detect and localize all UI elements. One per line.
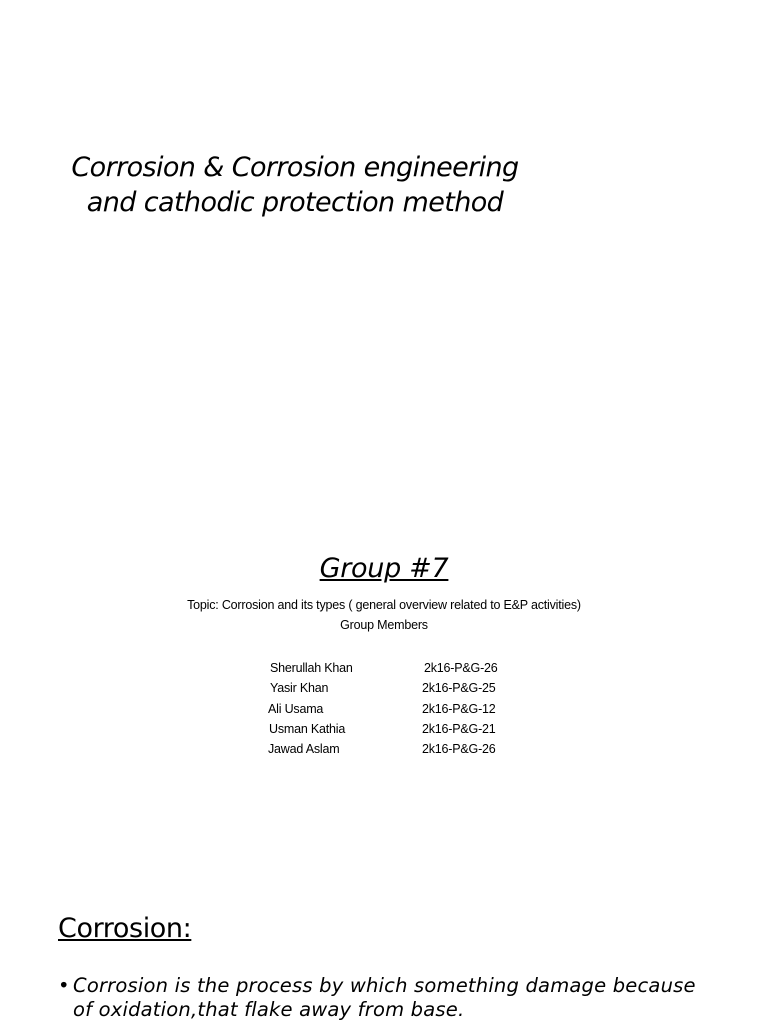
member-id: 2k16-P&G-21 (422, 721, 496, 736)
member-row (268, 699, 528, 719)
group-heading: Group #7 (319, 553, 449, 584)
bullet-dot-icon: • (58, 974, 70, 997)
title-line-2: and cathodic protection method (86, 187, 504, 218)
section-heading: Corrosion: (58, 913, 192, 944)
member-name: Ali Usama (268, 701, 324, 716)
member-name: Yasir Khan (270, 681, 329, 696)
bullet-item (58, 974, 698, 1022)
member-name: Usman Kathia (269, 721, 346, 736)
member-id: 2k16-P&G-26 (424, 661, 498, 675)
group-slide (0, 512, 768, 880)
member-row (268, 658, 528, 678)
corrosion-slide (0, 880, 768, 1024)
title-line-1: Corrosion & Corrosion engineering (71, 152, 519, 183)
members-list (268, 658, 528, 759)
member-row (268, 678, 528, 698)
bullet-text: Corrosion is the process by which something damage because of oxidation,that flake away from base. (73, 974, 696, 1021)
member-row (268, 739, 528, 759)
presentation-title (60, 150, 530, 220)
member-name: Sherullah Khan (270, 661, 353, 675)
member-name: Jawad Aslam (268, 742, 340, 757)
member-id: 2k16-P&G-12 (422, 701, 496, 716)
topic-line: Topic: Corrosion and its types ( general overview related to E&P activities) (187, 598, 581, 612)
member-id: 2k16-P&G-26 (422, 742, 496, 757)
members-heading: Group Members (340, 618, 428, 632)
member-id: 2k16-P&G-25 (422, 681, 496, 696)
member-row (268, 719, 528, 739)
